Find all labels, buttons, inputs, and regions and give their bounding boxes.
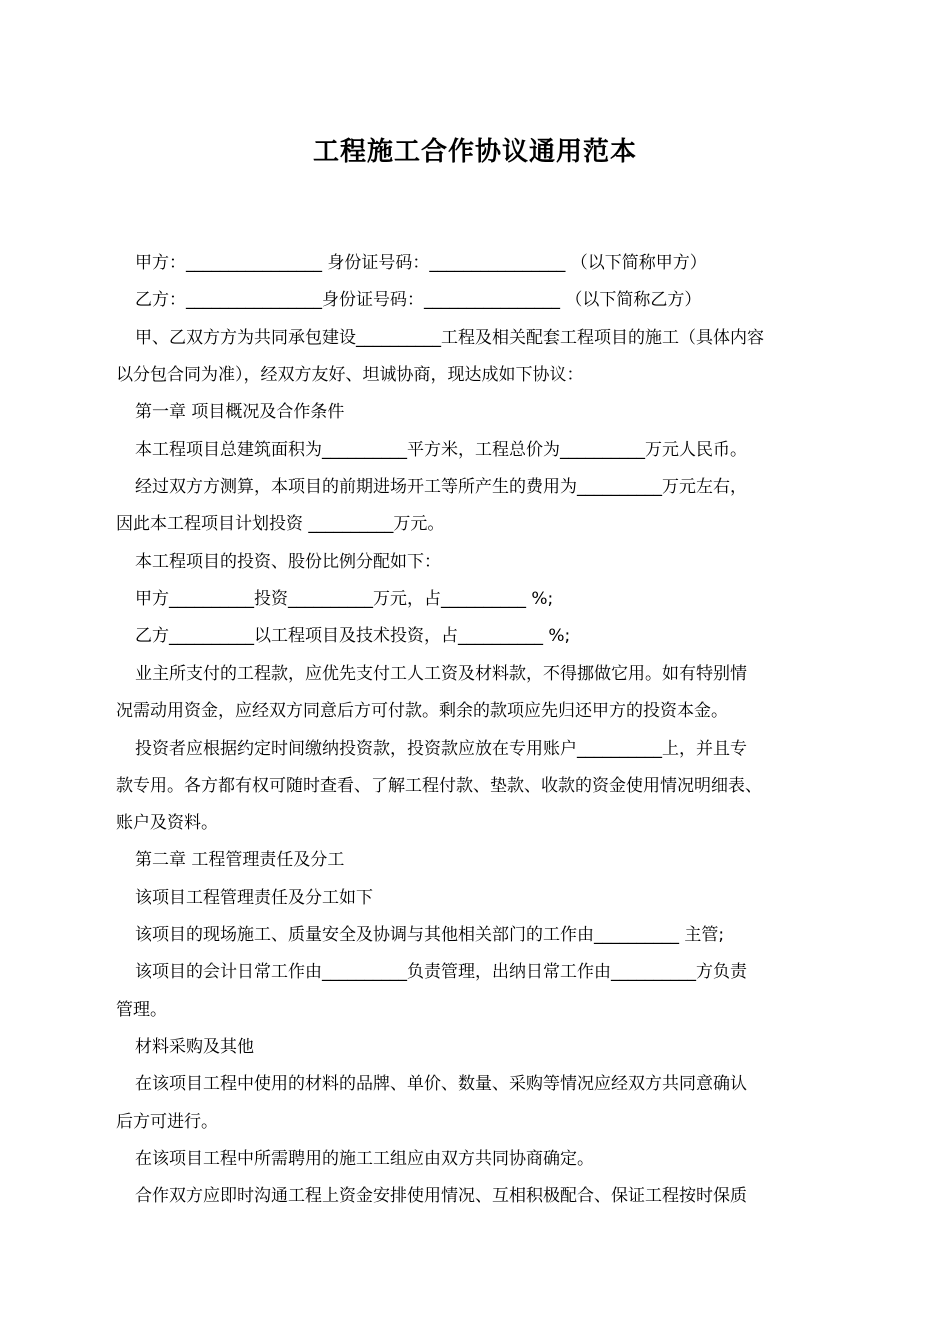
- paragraph-line: 该项目的会计日常工作由__________负责管理，出纳日常工作由__________方负责: [135, 962, 747, 982]
- paragraph-line: 款专用。各方都有权可随时查看、了解工程付款、垫款、收款的资金使用情况明细表、: [116, 776, 762, 796]
- paragraph-line: 管理。: [116, 1000, 167, 1020]
- party-b-line: 乙方：________________身份证号码：________________ （以下简称乙方）: [135, 290, 702, 310]
- paragraph-line: 投资者应根据约定时间缴纳投资款，投资款应放在专用账户__________上，并且专: [135, 739, 747, 759]
- paragraph-line: 因此本工程项目计划投资 __________万元。: [116, 514, 445, 534]
- section-heading: 该项目工程管理责任及分工如下: [135, 888, 373, 908]
- paragraph-line: 甲、乙双方方为共同承包建设__________工程及相关配套工程项目的施工（具体内容: [135, 328, 764, 348]
- paragraph-line: 况需动用资金，应经双方同意后方可付款。剩余的款项应先归还甲方的投资本金。: [116, 701, 728, 721]
- paragraph-line: 合作双方应即时沟通工程上资金安排使用情况、互相积极配合、保证工程按时保质: [135, 1186, 747, 1206]
- chapter-heading: 第一章 项目概况及合作条件: [135, 402, 345, 422]
- paragraph-line: 乙方__________以工程项目及技术投资，占__________ %;: [135, 626, 571, 646]
- paragraph-line: 在该项目工程中使用的材料的品牌、单价、数量、采购等情况应经双方共同意确认: [135, 1074, 747, 1094]
- paragraph-line: 以分包合同为准），经双方友好、坦诚协商，现达成如下协议：: [116, 365, 584, 385]
- paragraph-line: 本工程项目总建筑面积为__________平方米，工程总价为__________万元人民币。: [135, 440, 747, 460]
- paragraph-line: 业主所支付的工程款，应优先支付工人工资及材料款，不得挪做它用。如有特别情: [135, 664, 747, 684]
- paragraph-line: 经过双方方测算，本项目的前期进场开工等所产生的费用为__________万元左右，: [135, 477, 747, 497]
- paragraph-line: 本工程项目的投资、股份比例分配如下：: [135, 552, 441, 572]
- paragraph-line: 账户及资料。: [116, 813, 218, 833]
- document-title: 工程施工合作协议通用范本: [312, 137, 637, 167]
- paragraph-line: 该项目的现场施工、质量安全及协调与其他相关部门的工作由__________ 主管;: [135, 925, 725, 945]
- chapter-heading: 第二章 工程管理责任及分工: [135, 850, 345, 870]
- paragraph-line: 在该项目工程中所需聘用的施工工组应由双方共同协商确定。: [135, 1149, 594, 1169]
- section-heading: 材料采购及其他: [135, 1037, 254, 1057]
- party-a-line: 甲方：________________ 身份证号码：________________ （以下简称甲方）: [135, 253, 707, 273]
- paragraph-line: 后方可进行。: [116, 1112, 218, 1132]
- paragraph-line: 甲方__________投资__________万元，占__________ %;: [135, 589, 554, 609]
